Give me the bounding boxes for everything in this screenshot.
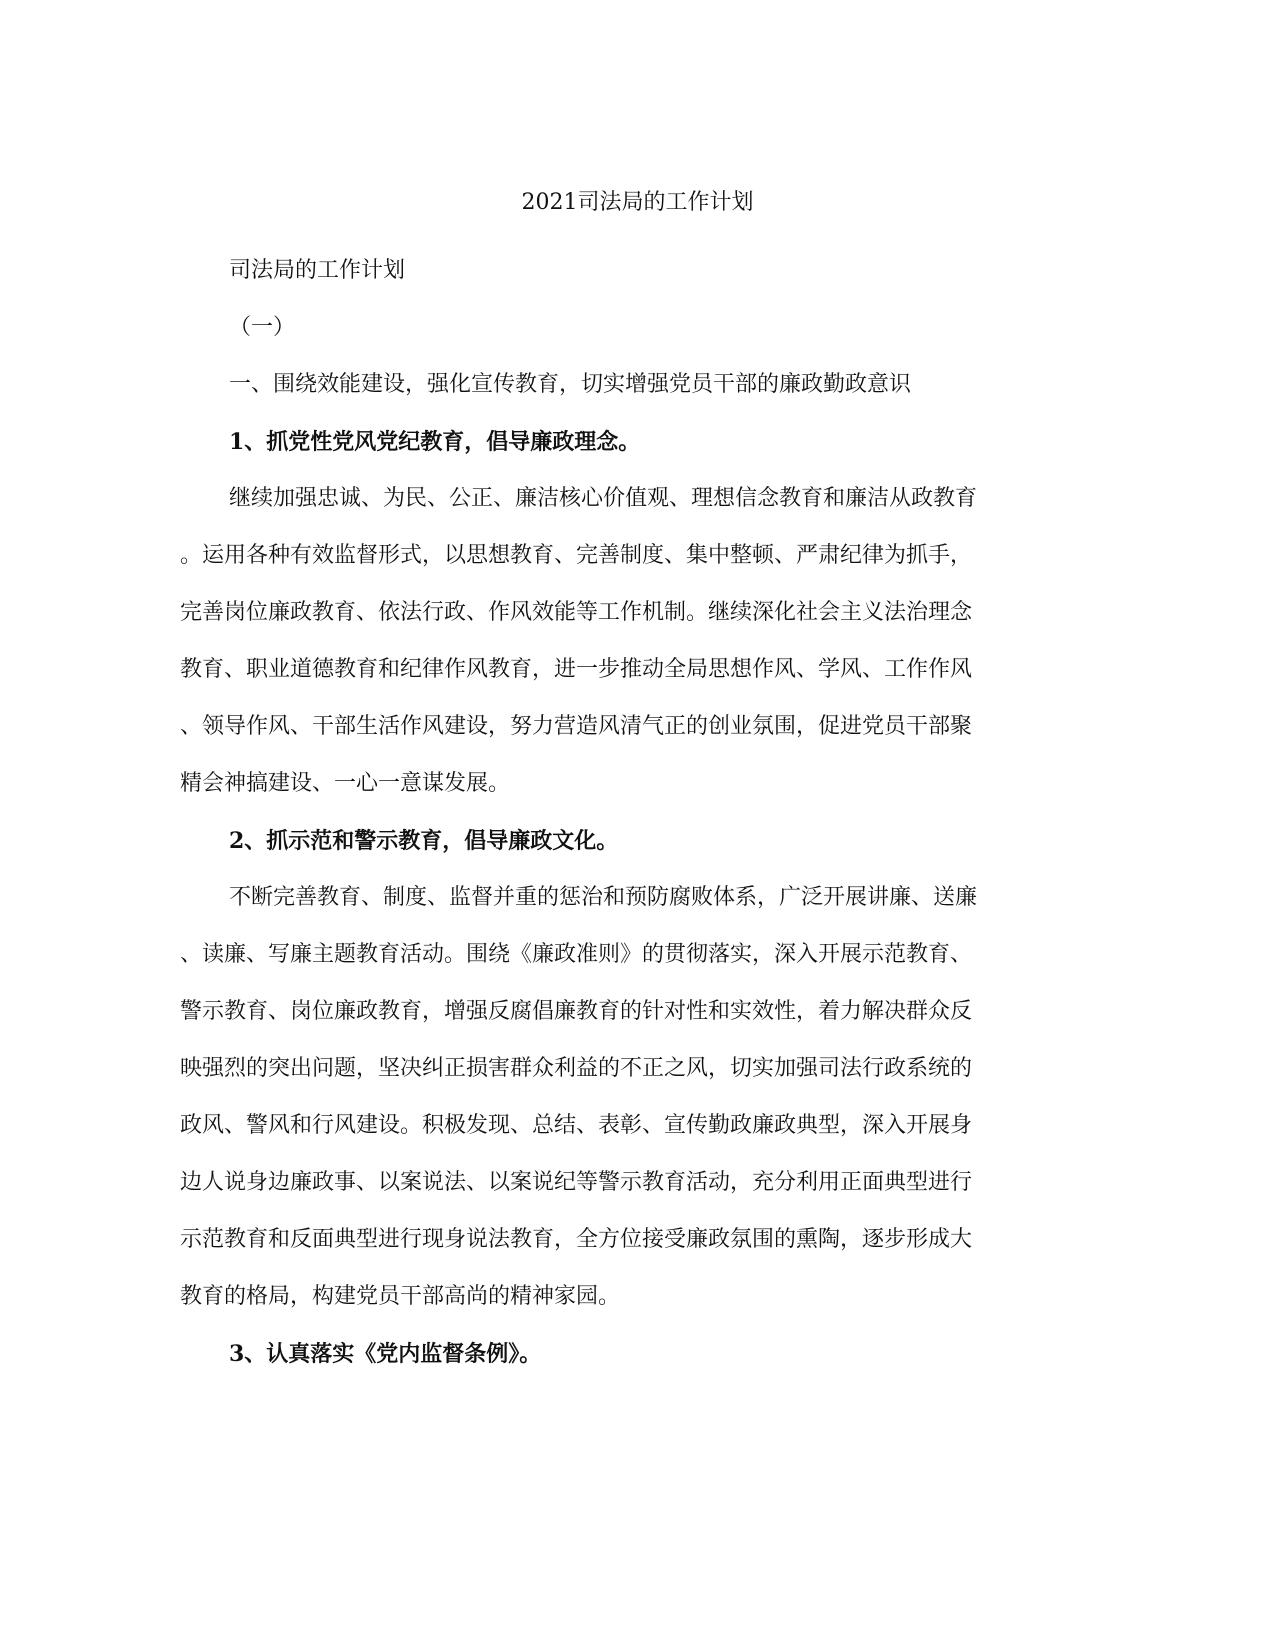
paragraph-line: 精会神搞建设、一心一意谋发展。 [180,771,511,796]
paragraph-line: 边人说身边廉政事、以案说法、以案说纪等警示教育活动，充分利用正面典型进行 [180,1170,973,1195]
paragraph-line: 、读廉、写廉主题教育活动。围绕《廉政准则》的贯彻落实，深入开展示范教育、 [180,942,973,967]
paragraph-line: 不断完善教育、制度、监督并重的惩治和预防腐败体系，广泛开展讲廉、送廉 [229,885,978,910]
item-heading-2: 2、抓示范和警示教育，倡导廉政文化。 [229,828,619,854]
paragraph-line: 警示教育、岗位廉政教育，增强反腐倡廉教育的针对性和实效性，着力解决群众反 [180,999,973,1024]
paragraph-line: 继续加强忠诚、为民、公正、廉洁核心价值观、理想信念教育和廉洁从政教育 [229,486,978,511]
item-heading-1: 1、抓党性党风党纪教育，倡导廉政理念。 [229,429,641,455]
section-heading: 一、围绕效能建设，强化宣传教育，切实增强党员干部的廉政勤政意识 [229,372,912,397]
paragraph-line: 教育、职业道德教育和纪律作风教育，进一步推动全局思想作风、学风、工作作风 [180,657,973,682]
part-marker: （一） [229,315,296,340]
item-heading-3: 3、认真落实《党内监督条例》。 [229,1341,542,1367]
paragraph-line: 教育的格局，构建党员干部高尚的精神家园。 [180,1284,621,1309]
document-subtitle: 司法局的工作计划 [229,258,406,283]
paragraph-line: 政风、警风和行风建设。积极发现、总结、表彰、宣传勤政廉政典型，深入开展身 [180,1113,973,1138]
paragraph-line: 。运用各种有效监督形式，以思想教育、完善制度、集中整顿、严肃纪律为抓手， [180,543,973,568]
paragraph-line: 完善岗位廉政教育、依法行政、作风效能等工作机制。继续深化社会主义法治理念 [180,600,973,625]
paragraph-line: 示范教育和反面典型进行现身说法教育，全方位接受廉政氛围的熏陶，逐步形成大 [180,1227,973,1252]
document-title: 2021司法局的工作计划 [521,190,754,215]
paragraph-line: 、领导作风、干部生活作风建设，努力营造风清气正的创业氛围，促进党员干部聚 [180,714,973,739]
paragraph-line: 映强烈的突出问题，坚决纠正损害群众利益的不正之风，切实加强司法行政系统的 [180,1056,973,1081]
